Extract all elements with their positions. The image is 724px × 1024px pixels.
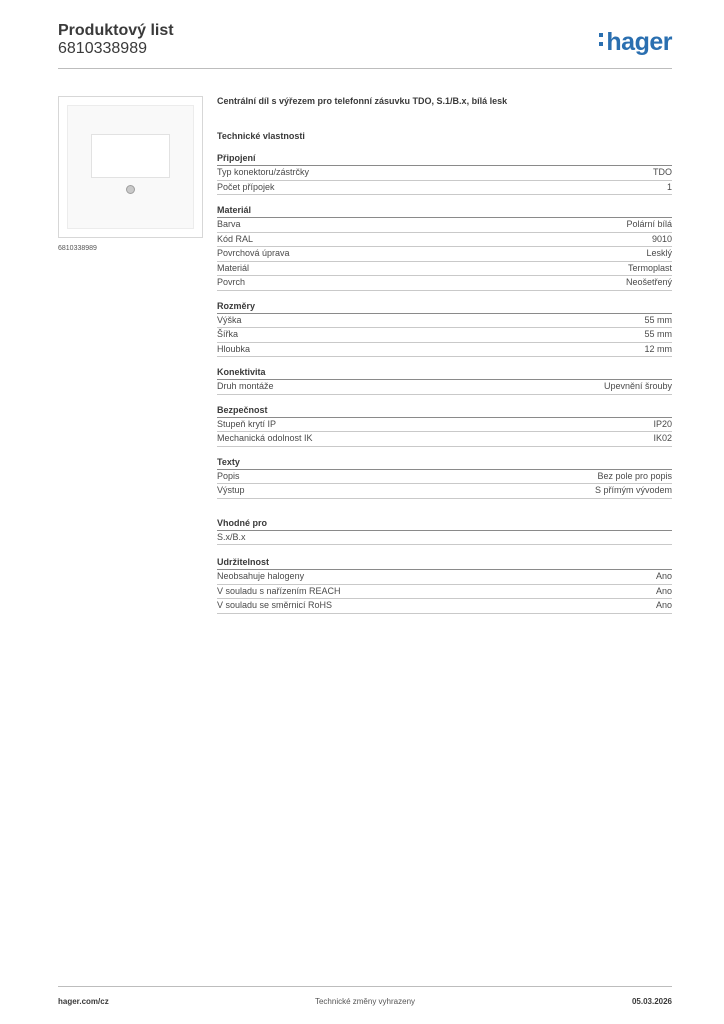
- spec-group: [217, 456, 672, 499]
- spec-value: 55 mm: [644, 329, 672, 339]
- spec-label: V souladu s nařízením REACH: [217, 585, 341, 596]
- spec-row: [217, 262, 672, 277]
- spec-group: [217, 300, 672, 358]
- spec-group: [217, 404, 672, 447]
- spec-row: [217, 531, 672, 546]
- spec-row: [217, 418, 672, 433]
- spec-label: Výška: [217, 314, 242, 325]
- spec-label: Kód RAL: [217, 233, 254, 244]
- spec-label: Povrchová úprava: [217, 248, 290, 258]
- tdo-cutout: [91, 134, 170, 178]
- spec-value: 12 mm: [644, 343, 672, 354]
- document-title: Produktový list: [58, 22, 174, 39]
- spec-value: 1: [666, 181, 672, 192]
- spec-value: Ano: [655, 571, 672, 581]
- spec-content: [217, 96, 672, 614]
- spec-value: Upevnění šrouby: [603, 381, 672, 391]
- spec-value: Termoplast: [627, 262, 672, 273]
- spec-group-title: Rozměry: [217, 300, 672, 314]
- spec-group-title: Bezpečnost: [217, 404, 672, 418]
- spec-group: [217, 556, 672, 614]
- spec-value: Ano: [655, 585, 672, 596]
- spec-value: Neošetřený: [625, 277, 672, 287]
- spec-row: [217, 432, 672, 447]
- spec-label: V souladu se směrnicí RoHS: [217, 600, 333, 610]
- spec-row: [217, 314, 672, 329]
- spec-groups: [217, 152, 672, 499]
- spec-group: [217, 204, 672, 291]
- page-header: [58, 20, 672, 66]
- spec-value: 9010: [651, 233, 672, 244]
- spec-label: Popis: [217, 470, 240, 481]
- spec-row: [217, 276, 672, 291]
- spec-row: [217, 470, 672, 485]
- cover-plate-icon: [67, 105, 194, 229]
- spec-group: [217, 366, 672, 395]
- spec-row: [217, 484, 672, 499]
- spec-label: Výstup: [217, 485, 245, 495]
- spec-value: IP20: [653, 418, 672, 429]
- sustainability-section: [217, 556, 672, 614]
- spec-row: [217, 570, 672, 585]
- spec-value: Polární bílá: [626, 219, 672, 229]
- spec-row: [217, 181, 672, 196]
- spec-label: Druh montáže: [217, 381, 274, 391]
- logo-dots-icon: [599, 28, 604, 46]
- image-caption: 6810338989: [58, 245, 97, 252]
- spec-label: Stupeň krytí IP: [217, 418, 277, 429]
- spec-label: S.x/B.x: [217, 531, 246, 542]
- footer-url[interactable]: hager.com/cz: [58, 997, 109, 1006]
- spec-label: Mechanická odolnost IK: [217, 433, 313, 443]
- spec-value: Lesklý: [646, 248, 672, 258]
- spec-row: [217, 247, 672, 262]
- spec-label: Šířka: [217, 329, 239, 339]
- product-number: 6810338989: [58, 40, 147, 57]
- spec-value: Bez pole pro popis: [597, 470, 672, 481]
- spec-row: [217, 233, 672, 248]
- spec-label: Neobsahuje halogeny: [217, 571, 305, 581]
- spec-row: [217, 599, 672, 614]
- spec-label: Materiál: [217, 262, 250, 273]
- spec-label: Barva: [217, 219, 241, 229]
- spec-row: [217, 328, 672, 343]
- spec-label: Počet přípojek: [217, 181, 275, 192]
- spec-value: S přímým vývodem: [594, 485, 672, 495]
- spec-row: [217, 343, 672, 358]
- technical-properties-heading: Technické vlastnosti: [217, 131, 305, 141]
- footer-date: 05.03.2026: [631, 997, 672, 1006]
- suitable-for-section: [217, 517, 672, 546]
- spec-group-title: Texty: [217, 456, 672, 470]
- spec-value: TDO: [653, 167, 672, 177]
- page-footer: [58, 997, 672, 1009]
- spec-row: [217, 585, 672, 600]
- spec-group-title: Konektivita: [217, 366, 672, 380]
- spec-row: [217, 380, 672, 395]
- spec-row: [217, 166, 672, 181]
- header-divider: [58, 68, 672, 69]
- screw-hole-icon: [126, 185, 135, 194]
- logo-text: hager: [606, 28, 672, 56]
- spec-group: [217, 517, 672, 546]
- spec-label: Povrch: [217, 277, 246, 287]
- spec-group-title: Připojení: [217, 152, 672, 166]
- spec-row: [217, 218, 672, 233]
- product-image: [58, 96, 203, 238]
- footer-divider: [58, 986, 672, 987]
- spec-label: Typ konektoru/zástrčky: [217, 167, 310, 177]
- spec-value: 55 mm: [644, 314, 672, 325]
- spec-value: IK02: [653, 433, 672, 443]
- spec-group: [217, 152, 672, 195]
- footer-note: Technické změny vyhrazeny: [314, 997, 416, 1006]
- spec-label: Hloubka: [217, 343, 251, 354]
- hager-logo: [599, 28, 672, 57]
- product-description: Centrální díl s výřezem pro telefonní zásuvku TDO, S.1/B.x, bílá lesk: [217, 96, 508, 106]
- spec-group-title: Udržitelnost: [217, 556, 672, 570]
- spec-group-title: Vhodné pro: [217, 517, 672, 531]
- spec-value: Ano: [655, 600, 672, 610]
- spec-group-title: Materiál: [217, 204, 672, 218]
